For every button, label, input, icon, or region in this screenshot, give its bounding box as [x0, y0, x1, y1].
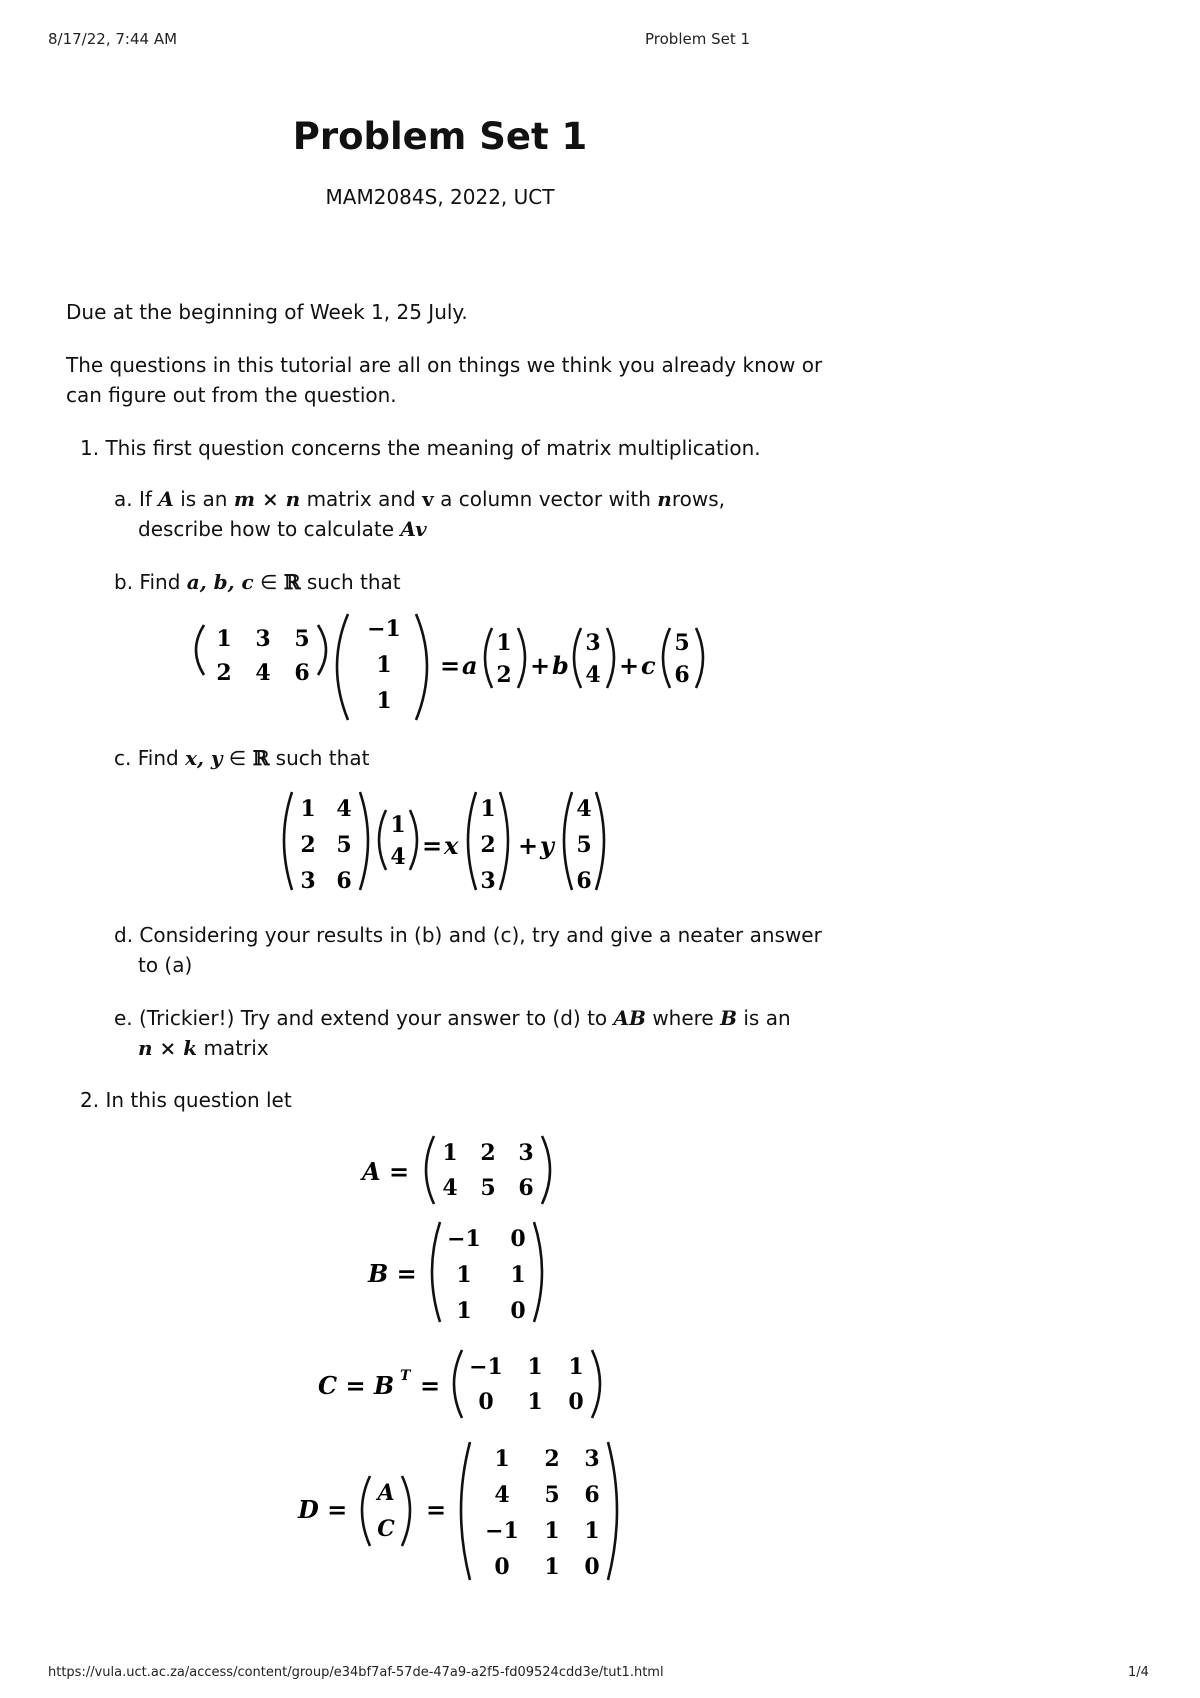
vector-entry: 4	[585, 662, 601, 688]
plus-sign: +	[530, 651, 551, 680]
print-timestamp: 8/17/22, 7:44 AM	[48, 30, 178, 48]
block-entry: C	[377, 1516, 395, 1542]
matrix-entry: 1	[510, 1262, 526, 1288]
vector-entry: 1	[480, 796, 496, 822]
matrix-entry: 5	[544, 1482, 560, 1508]
matrix-entry: 0	[584, 1554, 600, 1580]
matrix-entry: 1	[544, 1518, 560, 1544]
vector-entry: 1	[390, 812, 406, 838]
matrix-entry: 3	[300, 868, 316, 894]
item-marker: b.	[114, 570, 134, 594]
vector-entry: 1	[376, 652, 392, 678]
matrix-entry: 2	[544, 1446, 560, 1472]
text-fragment: a column vector with	[440, 487, 651, 511]
text-fragment: If	[138, 487, 152, 511]
vector-entry: 6	[576, 868, 592, 894]
intro-line-2: can figure out from the question.	[66, 383, 397, 407]
print-page-count: 1/4	[1128, 1665, 1149, 1680]
matrix-entry: 1	[527, 1354, 543, 1380]
vector-entry: 5	[576, 832, 592, 858]
print-url: https://vula.uct.ac.za/access/content/group/e34bf7af-57de-47a9-a2f5-fd09524cdd3e/tut1.html	[48, 1665, 664, 1680]
matrix-entry: 0	[478, 1389, 494, 1415]
item-marker: e.	[114, 1006, 133, 1030]
text-fragment: Find	[139, 570, 181, 594]
equation-1c	[276, 790, 696, 902]
coefficient: c	[641, 651, 656, 680]
matrix-entry: 3	[255, 626, 271, 652]
question-1e	[114, 1003, 791, 1033]
text-fragment: Find	[137, 746, 179, 770]
vector-entry: 1	[496, 630, 512, 656]
equals-sign: =	[440, 651, 461, 680]
text-fragment: where	[652, 1006, 714, 1030]
matrix-entry: 1	[544, 1554, 560, 1580]
vector-entry: 6	[674, 662, 690, 688]
vector-entry: 2	[496, 662, 512, 688]
text-fragment: matrix and	[306, 487, 416, 511]
coefficient: a	[462, 651, 478, 680]
question-1e-line-2	[138, 1033, 269, 1063]
definition-lhs: C = B	[318, 1371, 395, 1400]
matrix-entry: 5	[336, 832, 352, 858]
matrix-entry: 2	[480, 1140, 496, 1166]
matrix-entry: 0	[510, 1298, 526, 1324]
vector-entry: 4	[576, 796, 592, 822]
text-fragment: describe how to calculate	[138, 517, 395, 541]
matrix-entry: 6	[584, 1482, 600, 1508]
question-1a-line-2	[138, 514, 427, 544]
math-variables: x, y	[185, 746, 223, 770]
matrix-C-definition	[316, 1346, 616, 1428]
matrix-entry: 3	[584, 1446, 600, 1472]
math-B: B	[720, 1006, 738, 1030]
math-n-times-k: n × k	[138, 1036, 198, 1060]
text-fragment: is an	[180, 487, 228, 511]
vector-entry: 5	[674, 630, 690, 656]
math-Av: Av	[400, 517, 427, 541]
matrix-entry: 1	[300, 796, 316, 822]
intro-paragraph	[66, 350, 822, 410]
text-fragment: matrix	[203, 1036, 269, 1060]
text-fragment: Considering your results in (b) and (c), try and give a neater answer	[139, 923, 822, 947]
matrix-entry: 0	[494, 1554, 510, 1580]
matrix-entry: 6	[294, 660, 310, 686]
question-2-label: 2. In this question let	[80, 1088, 292, 1112]
matrix-entry: 4	[336, 796, 352, 822]
item-marker: c.	[114, 746, 132, 770]
block-entry: A	[377, 1480, 395, 1506]
matrix-entry: 2	[300, 832, 316, 858]
matrix-entry: 6	[518, 1175, 534, 1201]
equals-sign: =	[420, 1371, 441, 1400]
matrix-entry: −1	[447, 1226, 481, 1252]
coefficient: y	[540, 831, 554, 860]
matrix-entry: 5	[480, 1175, 496, 1201]
matrix-D-definition	[296, 1438, 636, 1588]
text-fragment: such that	[275, 746, 370, 770]
due-date-text: Due at the beginning of Week 1, 25 July.	[66, 300, 468, 324]
plus-sign: +	[518, 831, 539, 860]
vector-entry: 3	[585, 630, 601, 656]
matrix-entry: 1	[442, 1140, 458, 1166]
question-1a	[114, 484, 725, 514]
math-element-of: ∈	[260, 570, 278, 594]
matrix-entry: 5	[294, 626, 310, 652]
matrix-A-definition	[360, 1132, 570, 1214]
vector-entry: 3	[480, 868, 496, 894]
document-subtitle: MAM2084S, 2022, UCT	[325, 185, 555, 209]
matrix-entry: 1	[456, 1262, 472, 1288]
vector-entry: 1	[376, 688, 392, 714]
matrix-entry: 1	[568, 1354, 584, 1380]
item-marker: d.	[114, 923, 134, 947]
question-1d-line-2: to (a)	[138, 953, 193, 977]
plus-sign: +	[619, 651, 640, 680]
matrix-entry: 1	[456, 1298, 472, 1324]
document-title: Problem Set 1	[292, 115, 588, 158]
question-1b	[114, 567, 401, 597]
math-n: n	[657, 487, 672, 511]
matrix-entry: 1	[584, 1518, 600, 1544]
equation-1b	[188, 612, 768, 732]
print-page-title: Problem Set 1	[645, 30, 751, 48]
math-element-of: ∈	[228, 746, 247, 770]
math-reals: ℝ	[283, 570, 301, 594]
matrix-entry: 1	[216, 626, 232, 652]
matrix-B-definition	[366, 1218, 566, 1334]
item-marker: a.	[114, 487, 133, 511]
matrix-entry: 3	[518, 1140, 534, 1166]
math-vector-v: v	[422, 487, 434, 511]
math-m-times-n: m × n	[233, 487, 301, 511]
matrix-entry: 0	[568, 1389, 584, 1415]
definition-lhs: B =	[368, 1259, 417, 1288]
matrix-entry: 1	[527, 1389, 543, 1415]
question-1c	[114, 743, 369, 773]
vector-entry: 4	[390, 844, 406, 870]
question-1-label: 1. This first question concerns the meaning of matrix multiplication.	[80, 436, 761, 460]
intro-line-1: The questions in this tutorial are all on things we think you already know or	[66, 353, 823, 377]
matrix-entry: 4	[255, 660, 271, 686]
equals-sign: =	[422, 831, 443, 860]
coefficient: x	[444, 831, 459, 860]
transpose-superscript: T	[400, 1368, 411, 1384]
matrix-entry: 0	[510, 1226, 526, 1252]
matrix-entry: 1	[494, 1446, 510, 1472]
matrix-entry: 4	[442, 1175, 458, 1201]
vector-entry: 2	[480, 832, 496, 858]
definition-lhs: D =	[298, 1495, 348, 1524]
equals-sign: =	[426, 1495, 447, 1524]
text-fragment: is an	[743, 1006, 791, 1030]
matrix-entry: 2	[216, 660, 232, 686]
math-AB: AB	[613, 1006, 646, 1030]
math-A: A	[158, 487, 174, 511]
math-variables: a, b, c	[186, 570, 254, 594]
coefficient: b	[552, 651, 569, 680]
math-reals: ℝ	[252, 746, 270, 770]
text-fragment: rows,	[671, 487, 725, 511]
text-fragment: such that	[306, 570, 401, 594]
vector-entry: −1	[367, 616, 401, 642]
matrix-entry: −1	[469, 1354, 503, 1380]
matrix-entry: −1	[485, 1518, 519, 1544]
definition-lhs: A =	[362, 1157, 410, 1186]
question-1d	[114, 920, 822, 950]
text-fragment: (Trickier!) Try and extend your answer to (d) to	[139, 1006, 608, 1030]
matrix-entry: 4	[494, 1482, 510, 1508]
matrix-entry: 6	[336, 868, 352, 894]
